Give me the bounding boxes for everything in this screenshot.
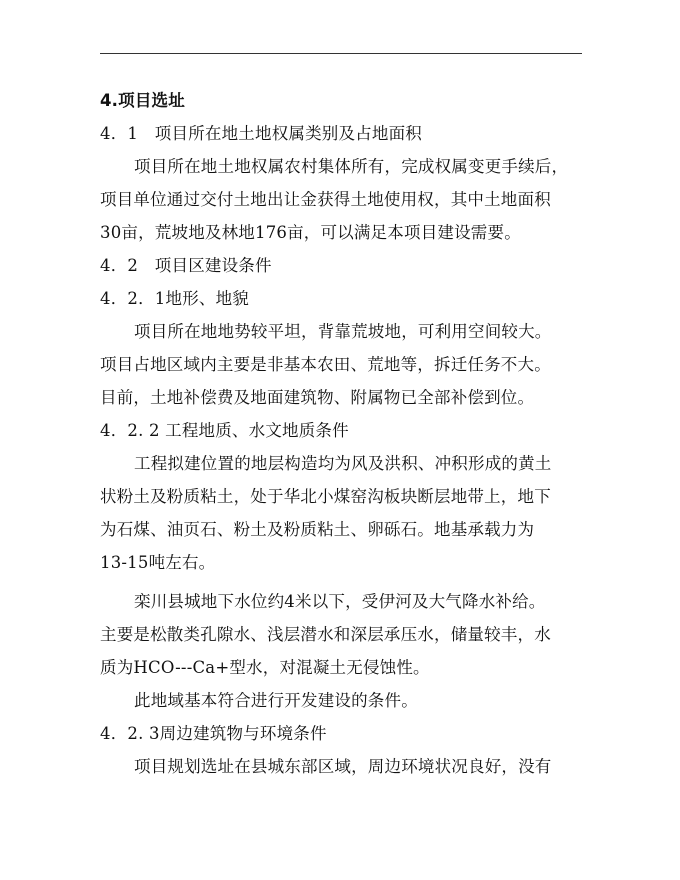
paragraph-line: 工程拟建位置的地层构造均为风及洪积、冲积形成的黄土 [134, 454, 552, 473]
subsection-heading: 4．2．1地形、地貌 [100, 289, 249, 308]
paragraph-line: 主要是松散类孔隙水、浅层潜水和深层承压水，储量较丰，水 [100, 625, 551, 644]
paragraph-line: 状粉土及粉质粘土，处于华北小煤窑沟板块断层地带上，地下 [100, 487, 551, 506]
paragraph-line: 项目单位通过交付土地出让金获得土地使用权，其中土地面积 [100, 190, 551, 209]
paragraph-line: 13-15吨左右。 [100, 553, 216, 572]
subsection-heading: 4．2. 3周边建筑物与环境条件 [100, 724, 327, 743]
subsection-heading: 4．2. 2 工程地质、水文地质条件 [100, 421, 349, 440]
paragraph-line: 30亩，荒坡地及林地176亩，可以满足本项目建设需要。 [100, 223, 521, 242]
paragraph-line: 项目所在地土地权属农村集体所有，完成权属变更手续后， [134, 157, 569, 176]
paragraph-line: 质为HCO---Ca+型水，对混凝土无侵蚀性。 [100, 658, 430, 677]
section-title: 4.项目选址 [100, 91, 185, 110]
header-rule [100, 53, 582, 54]
paragraph-line: 为石煤、油页石、粉土及粉质粘土、卵砾石。地基承载力为 [100, 520, 535, 539]
paragraph-line: 项目规划选址在县城东部区域，周边环境状况良好，没有 [134, 757, 552, 776]
subsection-heading: 4．2 项目区建设条件 [100, 256, 272, 275]
paragraph-line: 项目占地区域内主要是非基本农田、荒地等，拆迁任务不大。 [100, 355, 551, 374]
paragraph-line: 项目所在地地势较平坦，背靠荒坡地，可利用空间较大。 [134, 322, 552, 341]
paragraph-line: 此地域基本符合进行开发建设的条件。 [134, 691, 418, 710]
subsection-heading: 4．1 项目所在地土地权属类别及占地面积 [100, 124, 422, 143]
paragraph-line: 目前，土地补偿费及地面建筑物、附属物已全部补偿到位。 [100, 388, 535, 407]
paragraph-line: 栾川县城地下水位约4米以下，受伊河及大气降水补给。 [134, 592, 546, 611]
